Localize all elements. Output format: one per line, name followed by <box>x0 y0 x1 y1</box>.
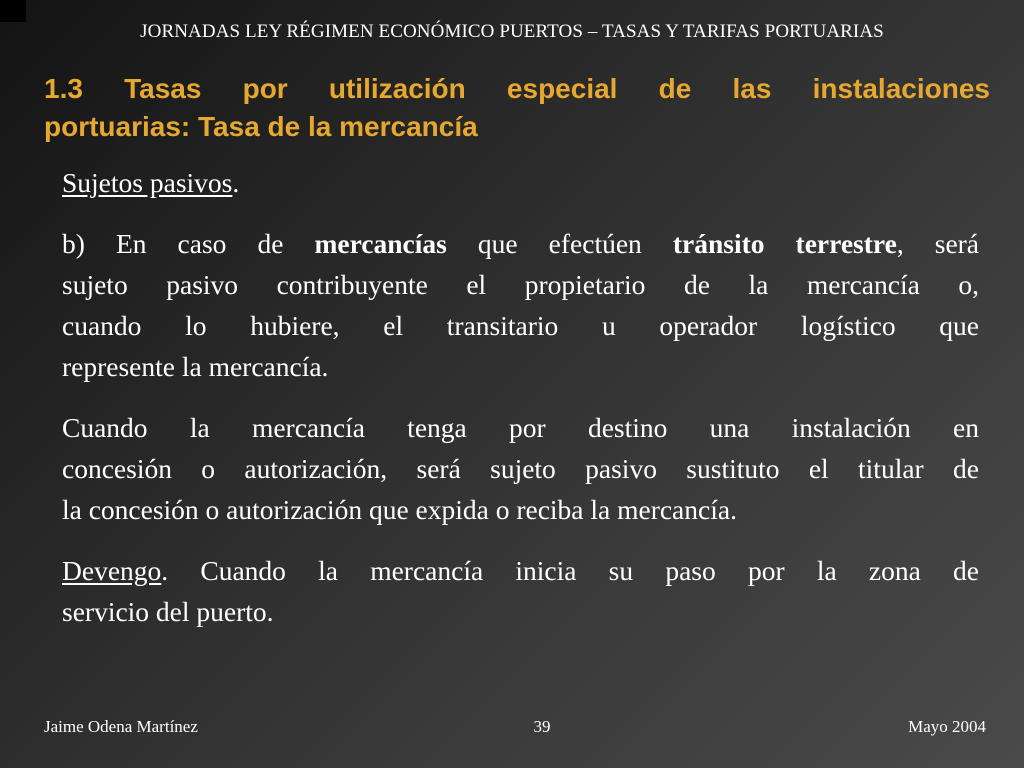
paragraph-line <box>62 550 979 591</box>
paragraph-devengo <box>62 550 979 632</box>
paragraph-line: represente la mercancía. <box>62 351 329 382</box>
sujetos-pasivos-heading <box>62 162 979 203</box>
paragraph-line: la concesión o autorización que expida o reciba la mercancía. <box>62 494 737 525</box>
title-line-1: 1.3 Tasas por utilización especial de las instalaciones <box>44 73 990 104</box>
slide-title <box>44 70 990 146</box>
bold-term-mercancias: mercancías <box>314 228 447 259</box>
footer-page-number: 39 <box>533 717 551 736</box>
paragraph-transito-terrestre <box>62 223 979 387</box>
text-run: b) En caso de <box>62 228 315 259</box>
devengo-label: Devengo <box>62 555 162 586</box>
paragraph-line: Cuando la mercancía tenga por destino una instalación en <box>62 412 979 443</box>
slide-body <box>62 162 979 632</box>
title-line-2: portuarias: Tasa de la mercancía <box>44 111 478 142</box>
bold-term-transito-terrestre: tránsito terrestre <box>672 228 897 259</box>
text-run: , será <box>896 228 980 259</box>
footer-author: Jaime Odena Martínez <box>44 717 198 736</box>
paragraph-line: servicio del puerto. <box>62 596 274 627</box>
text-run: . Cuando la mercancía inicia su paso por la zona de <box>161 555 979 586</box>
sujetos-pasivos-period: . <box>232 167 240 198</box>
sujetos-pasivos-label: Sujetos pasivos <box>62 167 233 198</box>
slide-header: JORNADAS LEY RÉGIMEN ECONÓMICO PUERTOS – TASAS Y TARIFAS PORTUARIAS <box>140 21 884 42</box>
paragraph-line: sujeto pasivo contribuyente el propietario de la mercancía o, <box>62 269 979 300</box>
text-run: que efectúen <box>446 228 673 259</box>
corner-mark <box>0 0 26 22</box>
paragraph-line: concesión o autorización, será sujeto pasivo sustituto el titular de <box>62 453 979 484</box>
paragraph-concesion <box>62 407 979 530</box>
footer-date: Mayo 2004 <box>908 717 986 736</box>
paragraph-line: cuando lo hubiere, el transitario u operador logístico que <box>62 310 979 341</box>
paragraph-line <box>62 223 979 264</box>
